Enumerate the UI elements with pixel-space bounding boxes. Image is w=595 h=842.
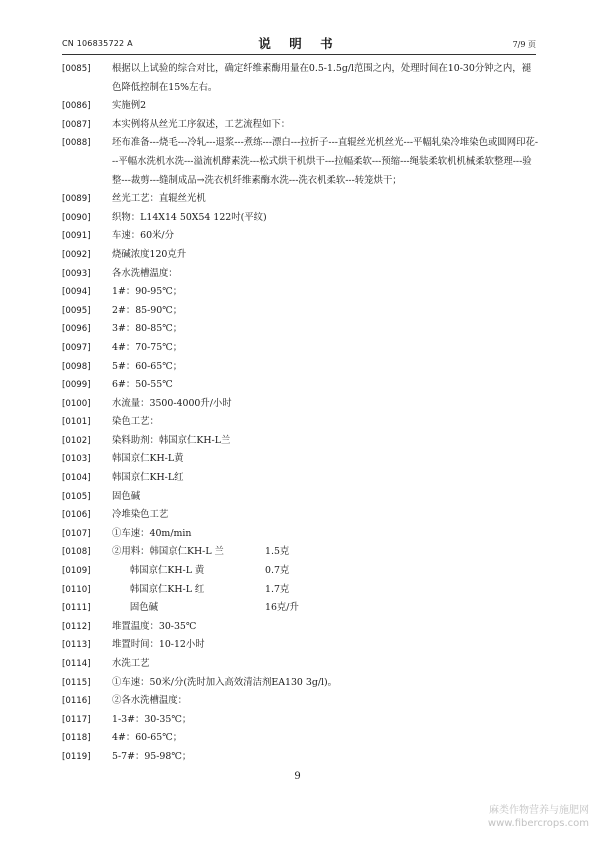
paragraph [62,543,540,562]
paragraph-text: 坯布准备---烧毛---冷轧---退浆---煮练---漂白---拉折子---直辊丝光机丝光---平幅轧染冷堆染色或圆网印花---平幅水洗机水洗---溢流机酵素洗---松式烘干机烘干---拉幅柔软---预缩---绳装柔软机机械柔软整理---验整---裁剪---缝制成品→洗衣机纤维素酶水洗---洗衣机柔软---转笼烘干； [112,137,539,186]
paragraph-text: ②各水洗槽温度： [112,695,188,707]
paragraph-number: [0094] [62,287,91,298]
paragraph-number: [0098] [62,361,91,372]
paragraph-text: 4#：60-65℃； [112,732,183,744]
paragraph [62,636,540,655]
paragraph-number: [0114] [62,659,91,669]
watermark-site-name: 麻类作物营养与施肥网 [489,805,589,816]
paragraph [62,562,540,581]
paragraph-text: 染料助剂：韩国京仁KH-L兰 [112,434,231,446]
ingredient-name: 固色碱 [112,602,159,614]
paragraph-number: [0118] [62,733,91,744]
paragraph-number: [0093] [62,268,91,279]
paragraph-number: [0087] [62,119,91,130]
paragraph-number: [0112] [62,621,91,632]
paragraph [62,60,540,97]
paragraph-number: [0099] [62,380,91,391]
document-title: 说 明 书 [258,36,340,51]
paragraph-text: 烧碱浓度120克升 [112,248,187,260]
paragraph-text: 染色工艺： [112,416,159,428]
ingredient-amount: 0.7克 [265,565,290,577]
paragraph [62,265,540,284]
paragraph [62,227,540,246]
paragraph-text: 1-3#：30-35℃； [112,713,192,725]
paragraph-text: 本实例将从丝光工序叙述，工艺流程如下： [112,118,291,130]
paragraph-text: 水流量：3500-4000升/小时 [112,397,232,409]
paragraph-number: [0097] [62,342,91,353]
paragraph-text: 车速：60米/分 [112,230,174,242]
paragraph-text: 冷堆染色工艺 [112,509,169,521]
ingredient-name: 韩国京仁KH-L 红 [112,583,205,595]
paragraph-text: 水洗工艺 [112,658,150,669]
paragraph [62,488,540,507]
paragraph-number: [0092] [62,249,91,260]
paragraph [62,376,540,395]
paragraph-number: [0090] [62,212,91,223]
paragraph [62,450,540,469]
paragraph [62,395,540,414]
paragraph [62,674,540,693]
paragraph-text: 3#：80-85℃； [112,323,183,335]
paragraph-text: 根据以上试验的综合对比，确定纤维素酶用量在0.5-1.5g/l范围之内，处理时间在10-30分钟之内，褪色降低控制在15%左右。 [112,63,532,93]
paragraph-number: [0095] [62,305,91,316]
paragraph-number: [0102] [62,435,91,446]
description-body [62,60,540,767]
paragraph [62,432,540,451]
ingredient-row [62,599,540,618]
paragraph [62,116,540,135]
paragraph [62,581,540,600]
paragraph [62,209,540,228]
paragraph-text: ①车速：50米/分(洗时加入高效清洁剂EA130 3g/l)。 [112,676,338,688]
ingredient-amount: 16克/升 [265,602,299,614]
paragraph-text: 1#：90-95℃； [112,286,183,298]
paragraph-number: [0119] [62,751,91,762]
paragraph-number: [0089] [62,194,91,205]
paragraph-text: ①车速：40m/min [112,527,192,539]
paragraph-number: [0105] [62,491,91,502]
paragraph [62,413,540,432]
ingredient-name: ②用料：韩国京仁KH-L 兰 [112,546,224,558]
paragraph-number: [0111] [62,603,91,614]
page-indicator: 7/9 页 [512,40,536,49]
paragraph-number: [0100] [62,398,91,409]
paragraph-text: 5#：60-65℃； [112,360,183,372]
paragraph-text: 4#：70-75℃； [112,341,183,353]
paragraph-text: 堆置时间：10-12小时 [112,639,205,651]
paragraph [62,320,540,339]
paragraph-number: [0108] [62,547,91,558]
paragraph-number: [0115] [62,677,91,688]
paragraph-number: [0110] [62,584,91,595]
page-header [62,32,536,52]
ingredient-amount: 1.7克 [265,583,290,595]
paragraph-number: [0088] [62,138,91,149]
page-number: 9 [294,771,301,782]
paragraph-text: 织物：L14X14 50X54 122吋(平纹) [112,211,267,223]
paragraph-text: 韩国京仁KH-L红 [112,472,184,484]
paragraph-text: 丝光工艺：直辊丝光机 [112,193,206,205]
paragraph-text: 6#：50-55℃ [112,379,173,391]
paragraph-number: [0086] [62,101,91,112]
paragraph [62,283,540,302]
paragraph-number: [0085] [62,64,91,74]
paragraph [62,692,540,711]
paragraph-number: [0116] [62,696,91,707]
paragraph-text: 韩国京仁KH-L黄 [112,453,184,465]
paragraph-text: 5-7#：95-98℃； [112,750,192,762]
paragraph [62,655,540,674]
paragraph-number: [0109] [62,566,91,577]
site-watermark [488,804,589,830]
paragraph [62,711,540,730]
paragraph [62,97,540,116]
paragraph-text: 固色碱 [112,490,141,502]
paragraph [62,525,540,544]
paragraph [62,190,540,209]
ingredient-row [62,581,540,600]
paragraph [62,134,540,190]
ingredient-row [62,543,540,562]
paragraph [62,506,540,525]
paragraph-number: [0104] [62,473,91,484]
paragraph-number: [0101] [62,417,91,428]
paragraph-text: 各水洗槽温度： [112,267,178,279]
header-divider [62,54,536,55]
paragraph-number: [0106] [62,510,91,521]
paragraph [62,599,540,618]
paragraph-number: [0096] [62,324,91,335]
paragraph [62,302,540,321]
paragraph [62,358,540,377]
paragraph [62,618,540,637]
paragraph-text: 堆置温度：30-35℃ [112,620,197,632]
paragraph-number: [0103] [62,454,91,465]
paragraph-number: [0091] [62,231,91,242]
paragraph [62,729,540,748]
paragraph [62,748,540,767]
paragraph-text: 2#：85-90℃； [112,304,183,316]
ingredient-row [62,562,540,581]
ingredient-name: 韩国京仁KH-L 黄 [112,565,205,577]
paragraph [62,339,540,358]
paragraph-number: [0113] [62,640,91,651]
paragraph-text: 实施例2 [112,100,147,112]
ingredient-amount: 1.5克 [265,546,290,558]
paragraph [62,246,540,265]
paragraph [62,469,540,488]
publication-number: CN 106835722 A [62,39,133,48]
paragraph-number: [0107] [62,528,91,539]
paragraph-number: [0117] [62,714,91,725]
watermark-url: www.fibercrops.com [487,818,589,829]
